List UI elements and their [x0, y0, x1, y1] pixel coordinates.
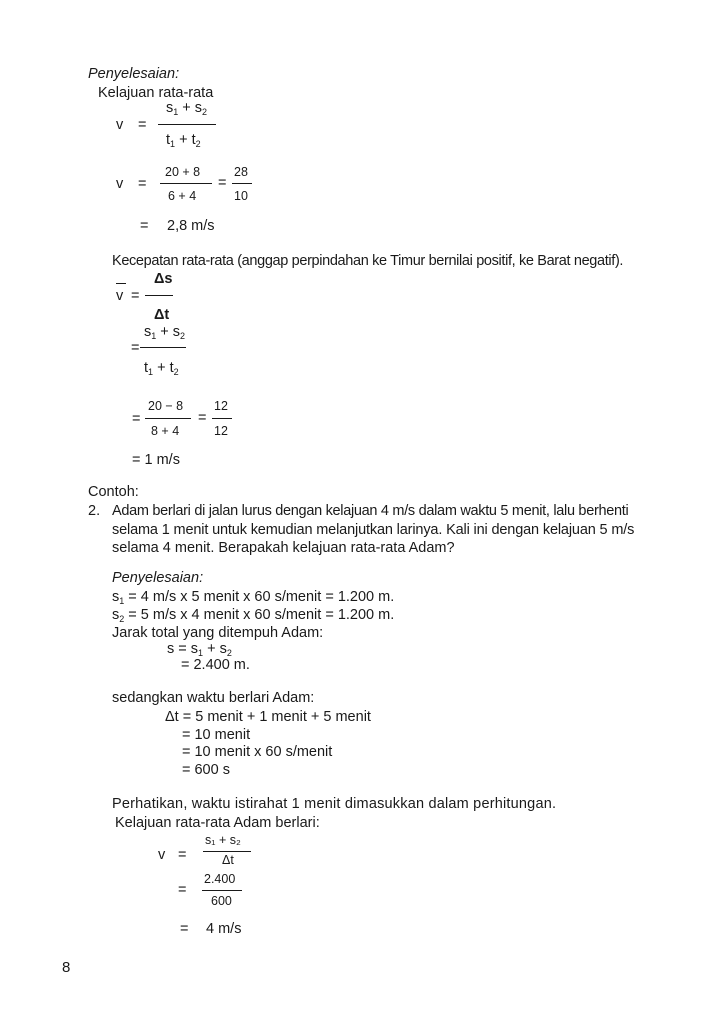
velocity-title: Kecepatan rata-rata (anggap perpindahan ke Timur bernilai positif, ke Barat negatif). [112, 253, 624, 269]
fraction-bar [212, 418, 232, 419]
example-line-2: selama 1 menit untuk kemudian melanjutkan larinya. Kali ini dengan kelajuan 5 m/s [112, 522, 635, 538]
total-distance-title: Jarak total yang ditempuh Adam: [112, 625, 324, 641]
fraction-numerator: 2.400 [204, 872, 236, 886]
fraction-bar [160, 183, 212, 184]
result-speed: 2,8 m/s [167, 218, 215, 234]
formula-denominator: $t_1 + t_2$ [166, 132, 201, 149]
fraction-denominator: 8 + 4 [151, 424, 180, 438]
equals-sign: = [178, 882, 187, 898]
solution-heading: Penyelesaian: [88, 66, 180, 82]
fraction-denominator: 600 [211, 894, 232, 908]
fraction-denominator: Δt [222, 853, 234, 867]
note: Perhatikan, waktu istirahat 1 menit dimasukkan dalam perhitungan. [112, 796, 557, 812]
fraction-denominator: 12 [214, 424, 228, 438]
solution-heading: Penyelesaian: [112, 570, 204, 586]
formula-numerator: $s_1 + s_2$ [144, 324, 186, 341]
fraction-numerator: 28 [234, 165, 248, 179]
fraction-bar [203, 851, 251, 852]
time-sum: Δt = 5 menit + 1 menit + 5 menit [165, 709, 371, 725]
example-line-1: Adam berlari di jalan lurus dengan kelajuan 4 m/s dalam waktu 5 menit, lalu berhenti [112, 503, 629, 519]
page-number: 8 [62, 959, 71, 976]
equals-sign: = [138, 176, 147, 192]
delta-t: Δt [154, 307, 170, 323]
example-label: Contoh: [88, 484, 139, 500]
fraction-bar [145, 295, 173, 296]
time-title: sedangkan waktu berlari Adam: [112, 690, 315, 706]
equals-sign: = [218, 175, 227, 191]
fraction-bar [202, 890, 242, 891]
vector-bar [116, 283, 126, 284]
fraction-numerator: 12 [214, 399, 228, 413]
formula-numerator: $s_1 + s_2$ [166, 100, 208, 117]
equals-sign: = [140, 218, 149, 234]
fraction-bar [145, 418, 191, 419]
fraction-denominator: 6 + 4 [168, 189, 197, 203]
equals-sign: = [138, 117, 147, 133]
equals-sign: = [180, 921, 189, 937]
final-result: 4 m/s [206, 921, 242, 937]
v-bar-symbol: v [116, 288, 124, 304]
average-speed-title: Kelajuan rata-rata Adam berlari: [115, 815, 320, 831]
fraction-numerator: 20 − 8 [148, 399, 184, 413]
fraction-bar [140, 347, 186, 348]
v-symbol: v [116, 117, 124, 133]
example-number: 2. [88, 503, 101, 519]
fraction-bar [158, 124, 216, 125]
v-symbol: v [116, 176, 124, 192]
time-step-1: = 10 menit [182, 727, 251, 743]
v-symbol: v [158, 847, 166, 863]
distance-total: = 2.400 m. [181, 657, 250, 673]
result-velocity: = 1 m/s [132, 452, 180, 468]
speed-title: Kelajuan rata-rata [98, 85, 214, 101]
example-line-3: selama 4 menit. Berapakah kelajuan rata-rata Adam? [112, 540, 455, 556]
s2-calculation: $s_2 = 5$ m/s x 4 menit x 60 s/menit = 1.200 m. [112, 607, 395, 624]
s1-calculation: $s_1 = 4$ m/s x 5 menit x 60 s/menit = 1.200 m. [112, 589, 395, 606]
equals-sign: = [131, 288, 140, 304]
distance-sum: $s = s_1 + s_2$ [167, 641, 232, 658]
equals-sign: = [178, 847, 187, 863]
formula-denominator: $t_1 + t_2$ [144, 360, 179, 377]
equals-sign: = [132, 411, 141, 427]
equals-sign: = [131, 340, 140, 356]
equals-sign: = [198, 410, 207, 426]
time-step-3: = 600 s [182, 762, 230, 778]
fraction-bar [232, 183, 252, 184]
fraction-denominator: 10 [234, 189, 248, 203]
fraction-numerator: 20 + 8 [165, 165, 201, 179]
time-step-2: = 10 menit x 60 s/menit [182, 744, 333, 760]
delta-s: Δs [154, 271, 173, 287]
fraction-numerator: s₁ + s₂ [205, 833, 241, 847]
